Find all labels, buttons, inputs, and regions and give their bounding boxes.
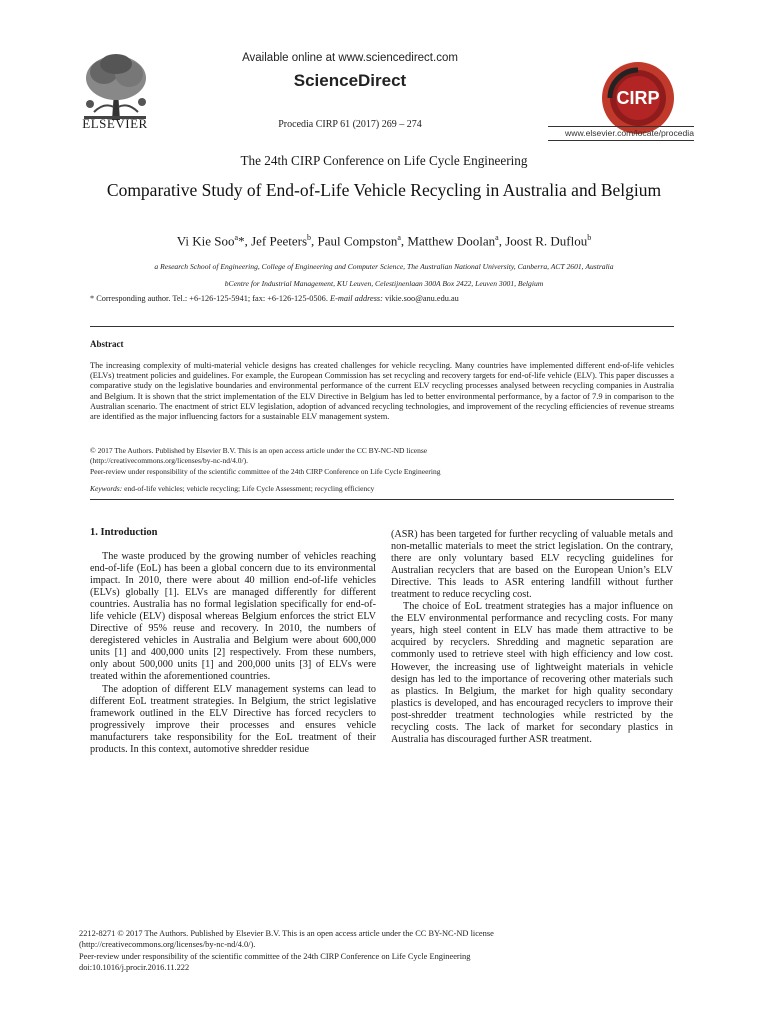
publisher-name: ELSEVIER: [82, 116, 148, 131]
body-column-left: [90, 551, 376, 756]
footer-license-link[interactable]: (http://creativecommons.org/licenses/by-nc-nd/4.0/).: [79, 940, 256, 950]
author-affil: b: [307, 233, 312, 242]
body-column-right: [391, 529, 673, 746]
license-link[interactable]: (http://creativecommons.org/licenses/by-nc-nd/4.0/).: [90, 456, 248, 466]
cirp-logo-text: CIRP: [616, 88, 660, 108]
availability-line[interactable]: Available online at www.sciencedirect.com: [242, 52, 458, 64]
conference-name: The 24th CIRP Conference on Life Cycle Engineering: [240, 153, 528, 168]
paragraph: The adoption of different ELV management systems can lead to different EoL treatment strategies. In Belgium, the strict legislative framework outlined in the ELV Directive has forced recyclers to progressively improve their processes and ensures vehicle manufacturers take responsibility for the EoL treatment of their products. In this context, automotive shredder residue: [90, 683, 376, 755]
author: Matthew Doolan: [407, 233, 496, 249]
author-list: Vi Kie Soo$^a$*, Jef Peeters$^b$, Paul Compston$^a$, Matthew Doolan$^a$, Joost R. Duflou$^b$: [176, 233, 592, 249]
paper-title: Comparative Study of End-of-Life Vehicle Recycling in Australia and Belgium: [106, 180, 662, 200]
author: Jef Peeters: [251, 233, 308, 249]
section-heading: 1. Introduction: [90, 527, 158, 538]
sciencedirect-logo: ScienceDirect: [293, 71, 407, 90]
elsevier-tree-logo: [74, 52, 156, 122]
doi[interactable]: doi:10.1016/j.procir.2016.11.222: [79, 962, 190, 972]
paragraph: The waste produced by the growing number of vehicles reaching end-of-life (EoL) has been a global concern due to its environmental impact. In 2010, there were about 40 million end-of-life vehicles (ELVs) globally [1]. ELVs are managed differently for different countries. Australia has no formal legislation specifically for end-of-life vehicle (ELV) disposal whereas Belgium enforces the strict ELV Directive of 95% reuse and recovery. In 2010, the numbers of deregistered vehicles in Australia and Belgium were about 600,000 units [1] and 400,000 units [2] respectively. From these numbers, only about 500,000 units [1] and 200,000 units [3] of ELVs were treated within the aforementioned countries.: [90, 551, 376, 683]
author-affil: a: [495, 233, 499, 242]
corresponding-author: * Corresponding author. Tel.: +6-126-125-5941; fax: +6-126-125-0506. E-mail address: vikie.soo@anu.edu.au: [90, 294, 459, 303]
author-email[interactable]: vikie.soo@anu.edu.au: [385, 294, 459, 303]
footer-notice: 2212-8271 © 2017 The Authors. Published by Elsevier B.V. This is an open access article under the CC BY-NC-ND license (http://creativecommons.org/licenses/by-nc-nd/4.0/). Peer-review under responsibility of the scientific committee of the 24th CIRP Conference on Life Cycle Engineering doi:10.1016/j.procir.2016.11.222: [79, 928, 679, 973]
license-block: © 2017 The Authors. Published by Elsevier B.V. This is an open access article under the CC BY-NC-ND license (http://creativecommons.org/licenses/by-nc-nd/4.0/). Peer-review under responsibility of the scientific committee of the 24th CIRP Conference on Life Cycle Engineering: [90, 446, 674, 477]
header-rule: [548, 126, 694, 127]
author: Joost R. Duflou: [505, 233, 588, 249]
author-affil: b: [587, 233, 592, 242]
paragraph: (ASR) has been targeted for further recycling of valuable metals and non-metallic materials to meet the strict legislation. On the contrary, there are only voluntary based ELV recycling guidelines for Australian recyclers that are based on the European Union’s ELV Directive. This leads to ASR entering landfill without further treatment to reduce recycling cost.: [391, 529, 673, 601]
affiliation-b: bCentre for Industrial Management, KU Leuven, Celestijnenlaan 300A Box 2422, Leuven 3001, Belgium: [224, 279, 544, 288]
journal-reference: Procedia CIRP 61 (2017) 269 – 274: [278, 119, 422, 130]
cirp-logo: [600, 60, 676, 136]
author-affil: a: [397, 233, 401, 242]
abstract-bottom-rule: [90, 499, 674, 500]
affiliation-a: a Research School of Engineering, College of Engineering and Computer Science, The Australian National University, Canberra, ACT 2601, Australia: [154, 262, 614, 271]
journal-url[interactable]: www.elsevier.com/locate/procedia: [565, 128, 694, 138]
abstract-heading: Abstract: [90, 339, 124, 349]
abstract-top-rule: [90, 326, 674, 327]
paragraph: The choice of EoL treatment strategies has a major influence on the ELV environmental performance and recycling costs. For many years, high steel content in ELV has made them attractive to be acquired by recyclers. Shredding and magnetic separation are commonly used to retrieve steel with high efficiency and low cost. However, the increasing use of lightweight materials in vehicle design has led to the importance of recovering other materials such as plastics. In Belgium, the market for high quality secondary plastics is developed, and has encouraged recyclers to improve their post-shredder treatment technologies while restricted by the recycling costs. The lack of market for secondary plastics in Australia has discouraged further ASR treatment.: [391, 601, 673, 745]
abstract-text: The increasing complexity of multi-material vehicle designs has created challenges for vehicle recycling. Many countries have implemented different end-of-life vehicles (ELVs) treatment policies and guidelines. For example, the European Commission has set recycling and recovery targets for end-of-life vehicle (ELV). This paper discusses a comparative study on the legislative boundaries and environmental performance of the current ELV recycling processes analysed between recycling companies in Australia and Belgium. It is shown that the strict implementation of the ELV Directive in Belgium has led to better environmental performance, by a factor of 7.9 in comparison to the Australian scenario. The enactment of strict ELV legislation, adoption of advanced recycling technologies, and improvement of the recycling efficiencies of revenue streams are identified as the major influencing factors for a sustainable ELV management system.: [90, 361, 674, 422]
author: Paul Compston: [317, 233, 398, 249]
keywords: Keywords: end-of-life vehicles; vehicle recycling; Life Cycle Assessment; recycling efficiency: [90, 484, 375, 493]
header-rule-bottom: [548, 140, 694, 141]
author: Vi Kie Soo: [176, 233, 235, 249]
author-affil: a: [234, 233, 239, 242]
